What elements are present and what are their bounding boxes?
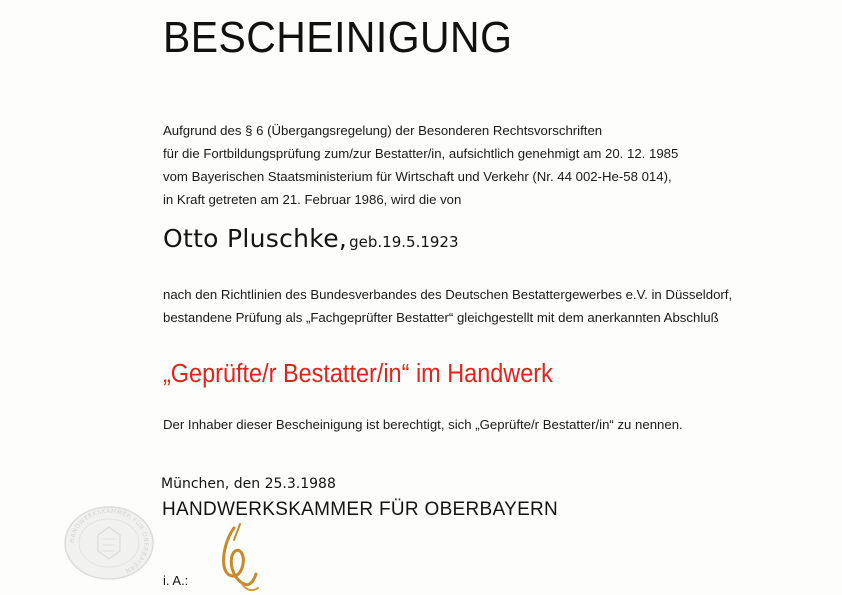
embossed-seal-icon [62,505,156,581]
middle-line-1: nach den Richtlinien des Bundesverbandes des Deutschen Bestattergewerbes e.V. in Düsseldorf, [163,287,733,302]
signature-icon [212,522,266,595]
middle-line-2: bestandene Prüfung als „Fachgeprüfter Bestatter“ gleichgestellt mit dem anerkannten Abschluß [163,310,719,325]
intro-line-3: vom Bayerischen Staatsministerium für Wirtschaft und Verkehr (Nr. 44 002-He-58 014), [163,169,672,184]
svg-text:HANDWERKSKAMMER FÜR OBERBAYERN: HANDWERKSKAMMER FÜR OBERBAYERN [68,507,150,575]
intro-line-1: Aufgrund des § 6 (Übergangsregelung) der Besonderen Rechtsvorschriften [163,123,603,138]
holder-name: Otto Pluschke, [163,224,348,253]
certificate-title: BESCHEINIGUNG [163,13,513,62]
entitlement-text: Der Inhaber dieser Bescheinigung ist berechtigt, sich „Geprüfte/r Bestatter/in“ zu nennen. [163,417,683,432]
holder-birth-date: geb.19.5.1923 [349,233,459,251]
issuer-name: HANDWERKSKAMMER FÜR OBERBAYERN [162,499,559,520]
holder-line [163,226,459,251]
intro-line-2: für die Fortbildungsprüfung zum/zur Bestatter/in, aufsichtlich genehmigt am 20. 12. 1985 [163,146,679,161]
place-date: München, den 25.3.1988 [161,476,336,492]
intro-line-4: in Kraft getreten am 21. Februar 1986, wird die von [163,192,462,207]
ia-label: i. A.: [163,573,189,588]
qualification-title: „Geprüfte/r Bestatter/in“ im Handwerk [163,360,553,388]
